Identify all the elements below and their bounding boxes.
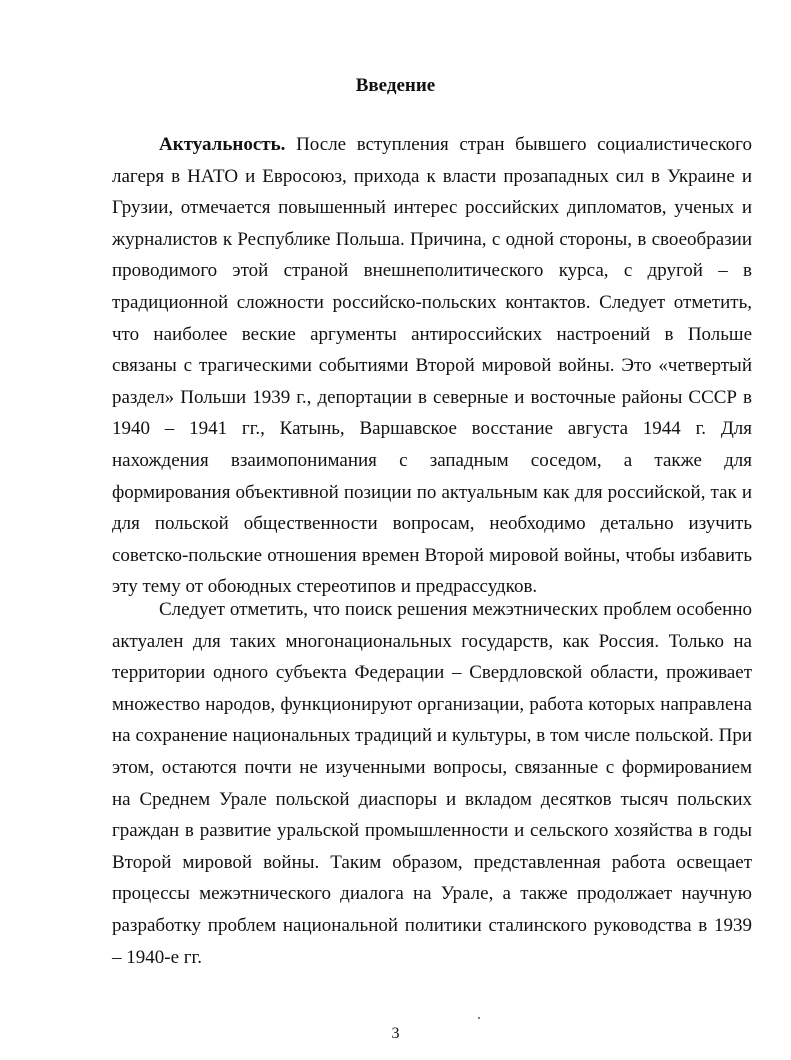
paragraph-lead: Актуальность. (159, 134, 286, 155)
paragraph-relevance-text: После вступления стран бывшего социалистического лагеря в НАТО и Евросоюз, прихода к власти прозападных сил в Украине и Грузии, отмечается повышенный интерес российских дипломатов, ученых и журналистов к Республике Польша. Причина, с одной стороны, в своеобразии проводимого этой страной внешнеполитического курса, с другой – в традиционной сложности российско-польских контактов. Следует отметить, что наиболее веские аргументы антироссийских настроений в Польше связаны с трагическими событиями Второй мировой войны. Это «четвертый раздел» Польши 1939 г., депортации в северные и восточные районы СССР в 1940 – 1941 гг., Катынь, Варшавское восстание августа 1944 г. Для нахождения взаимопонимания с западным соседом, а также для формирования объективной позиции по актуальным как для российской, так и для польской общественности вопросам, необходимо детально изучить советско-польские отношения времен Второй мировой войны, чтобы избавить эту тему от обоюдных стереотипов и предрассудков. (112, 134, 753, 598)
section-title: Введение (355, 75, 436, 96)
paragraph-interethnic-text: Следует отметить, что поиск решения межэтнических проблем особенно актуален для таких многонациональных государств, как Россия. Только на территории одного субъекта Федерации – Свердловской области, проживает множество народов, функционируют организации, работа которых направлена на сохранение национальных традиций и культуры, в том числе польской. При этом, остаются почти не изученными вопросы, связанные с формированием на Среднем Урале польской диаспоры и вкладом десятков тысяч польских граждан в развитие уральской промышленности и сельского хозяйства в годы Второй мировой войны. Таким образом, представленная работа освещает процессы межэтнического диалога на Урале, а также продолжает научную разработку проблем национальной политики сталинского руководства в 1939 – 1940-е гг. (112, 599, 752, 968)
paragraph-relevance (112, 129, 752, 603)
paragraph-interethnic (112, 594, 752, 973)
scan-speck (478, 1017, 480, 1019)
page-number: 3 (391, 1025, 400, 1042)
